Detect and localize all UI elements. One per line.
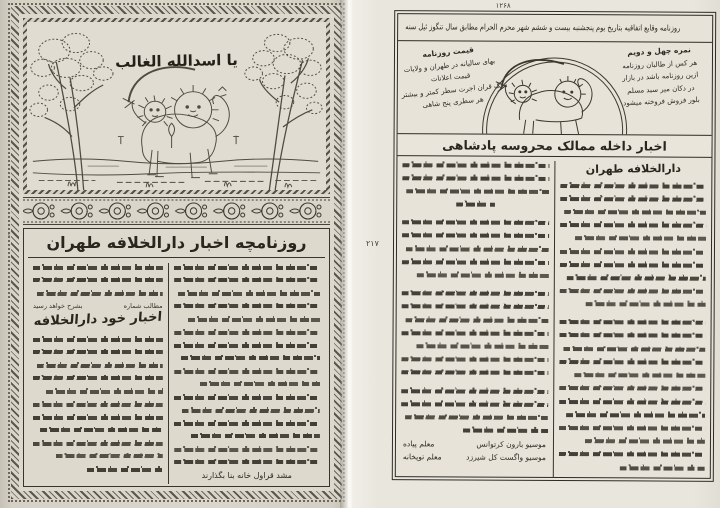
text-block	[23, 228, 330, 487]
illustration-panel-border	[23, 18, 330, 194]
right-page-columns	[396, 156, 712, 478]
script-line	[174, 328, 320, 336]
script-line	[560, 287, 706, 296]
script-line	[174, 393, 320, 401]
issue-info-line: در دکان میر سید مسلم	[626, 83, 695, 95]
issue-number: نمره چهل و دویم	[627, 45, 692, 58]
script-line	[191, 432, 320, 440]
script-line	[401, 368, 548, 377]
body-lines	[33, 335, 163, 473]
script-line	[407, 187, 550, 196]
script-line	[33, 263, 163, 271]
page-left	[0, 0, 348, 508]
script-line	[46, 387, 163, 395]
masthead-price-info	[398, 43, 506, 117]
script-line	[33, 335, 163, 343]
script-line	[457, 200, 495, 208]
body-lines	[402, 218, 549, 280]
script-line	[188, 315, 320, 323]
signature-row	[403, 439, 546, 449]
page-right	[352, 0, 720, 508]
script-line	[401, 355, 548, 364]
script-line	[33, 348, 163, 356]
masthead-title-strip	[398, 14, 712, 43]
column-second	[28, 263, 168, 484]
issue-info-line: بلور فروش فروخته میشود	[622, 95, 700, 108]
instructor-name: موسیو واگست کل شیرزد	[466, 452, 546, 462]
script-line	[559, 384, 705, 393]
script-line	[567, 273, 706, 282]
script-line	[37, 289, 163, 297]
column-header: دارالخلافه طهران	[585, 161, 682, 176]
year-annotation: ۱۲۶۸	[495, 1, 511, 10]
script-line	[181, 354, 320, 362]
script-line	[174, 445, 320, 453]
script-line	[33, 413, 163, 421]
script-line	[174, 367, 320, 375]
script-line	[87, 465, 162, 473]
body-lines	[402, 160, 549, 195]
script-line	[620, 463, 705, 471]
script-line	[560, 181, 706, 190]
script-line	[174, 458, 320, 466]
bird-drawing	[219, 87, 227, 97]
script-line	[174, 341, 320, 349]
script-line	[37, 361, 163, 369]
script-line	[182, 406, 320, 414]
script-line	[174, 302, 320, 310]
issue-info-line: هر کس از طالبان روزنامه	[622, 58, 698, 70]
lion-and-sun-illustration	[27, 22, 326, 190]
script-line	[574, 371, 705, 380]
script-line	[585, 437, 705, 446]
script-line	[402, 173, 549, 182]
script-line	[564, 344, 706, 353]
script-line	[40, 426, 163, 434]
subsection-headline: اخبار خود دارالخلافه	[33, 309, 163, 330]
script-line	[401, 386, 548, 395]
script-line	[463, 426, 548, 434]
instructor-role: معلم پیاده	[402, 438, 435, 449]
script-line	[575, 234, 706, 243]
script-line	[402, 302, 549, 311]
script-line	[401, 399, 548, 408]
script-line	[559, 450, 705, 459]
left-margin-mark: ۱	[7, 231, 11, 239]
page-number: ۲۱۷	[366, 239, 379, 248]
section-headline: اخبار داخله ممالک محروسه پادشاهی	[397, 133, 711, 158]
floral-scroll-icon	[23, 198, 330, 224]
floral-scroll-band	[23, 197, 330, 225]
body-lines	[174, 263, 320, 466]
script-line	[417, 271, 549, 280]
closing-line: مشد قراول خانه بنا بگذارند	[201, 471, 292, 480]
ornate-border-frame	[11, 6, 342, 499]
body-lines	[401, 289, 548, 377]
script-line	[33, 374, 163, 382]
column-second	[396, 160, 555, 477]
right-page-border-box	[395, 1, 713, 479]
column-first	[168, 263, 325, 484]
price-info-line: بهای سالیانه در طهران و ولایات	[403, 56, 496, 74]
script-line	[566, 410, 705, 419]
script-line	[565, 207, 707, 216]
masthead-title: روزنامه وقایع اتفاقیه بتاریخ یوم پنجشنبه بیست و ششم شهر محرم الحرام مطابق سال تنگوز ئیل سنه	[405, 22, 680, 33]
script-line	[200, 380, 320, 388]
script-line	[559, 357, 705, 366]
script-line	[416, 342, 548, 351]
left-page-columns	[28, 258, 325, 484]
lion-drawing	[496, 60, 593, 135]
masthead-issue-info	[610, 45, 710, 113]
script-line	[402, 160, 549, 169]
script-line	[560, 194, 706, 203]
script-line	[560, 318, 706, 327]
script-line	[560, 247, 706, 256]
lion-and-sun-drawing	[123, 67, 230, 178]
script-line	[33, 439, 163, 447]
body-lines	[401, 386, 548, 434]
subsection-note-right: مطالب شماره	[123, 302, 163, 310]
script-line	[560, 331, 706, 340]
price-info-line: یک قران اجرت سطر کمتر و بیشتر	[401, 80, 503, 99]
script-line	[174, 263, 320, 271]
price-info-line: قیمت اعلانات	[430, 71, 471, 84]
signature-row	[403, 452, 546, 462]
price-header: قیمت روزنامه	[421, 45, 475, 60]
script-line	[402, 328, 549, 337]
script-line	[402, 218, 549, 227]
script-line	[560, 260, 706, 269]
body-lines	[560, 181, 707, 308]
script-line	[178, 289, 320, 297]
instructor-role: معلم توپخانه	[402, 451, 442, 462]
script-line	[56, 452, 162, 460]
body-lines	[559, 318, 706, 472]
script-line	[402, 289, 549, 298]
script-line	[33, 276, 163, 284]
body-lines	[33, 263, 163, 297]
calligraphy-title: یا اسدالله الغالب	[115, 50, 238, 72]
page-left-inner	[19, 14, 334, 491]
subsection-header	[33, 302, 163, 331]
script-line	[33, 400, 163, 408]
script-line	[586, 300, 706, 309]
script-line	[559, 423, 705, 432]
script-line	[406, 244, 549, 253]
subsection-note-left: بشرح خواهد رسید	[33, 302, 83, 310]
script-line	[402, 258, 549, 267]
script-line	[174, 419, 320, 427]
left-page-headline: روزنامچه اخبار دارالخلافه طهران	[28, 231, 325, 258]
small-shrubs-drawing	[118, 123, 239, 148]
issue-info-line: ازین روزنامه باشد در بازار	[622, 70, 699, 83]
price-info-line: هر سطری پنج شاهی	[422, 95, 484, 110]
column-first	[553, 161, 712, 478]
instructor-name: موسیو بارون کرتوانس	[476, 439, 546, 449]
script-line	[406, 413, 549, 422]
illustration-panel	[27, 22, 326, 190]
script-line	[402, 231, 549, 240]
sword-drawing	[129, 67, 195, 102]
script-line	[406, 315, 549, 324]
masthead	[398, 41, 712, 135]
script-line	[560, 221, 706, 230]
script-line	[559, 397, 705, 406]
script-line	[174, 276, 320, 284]
